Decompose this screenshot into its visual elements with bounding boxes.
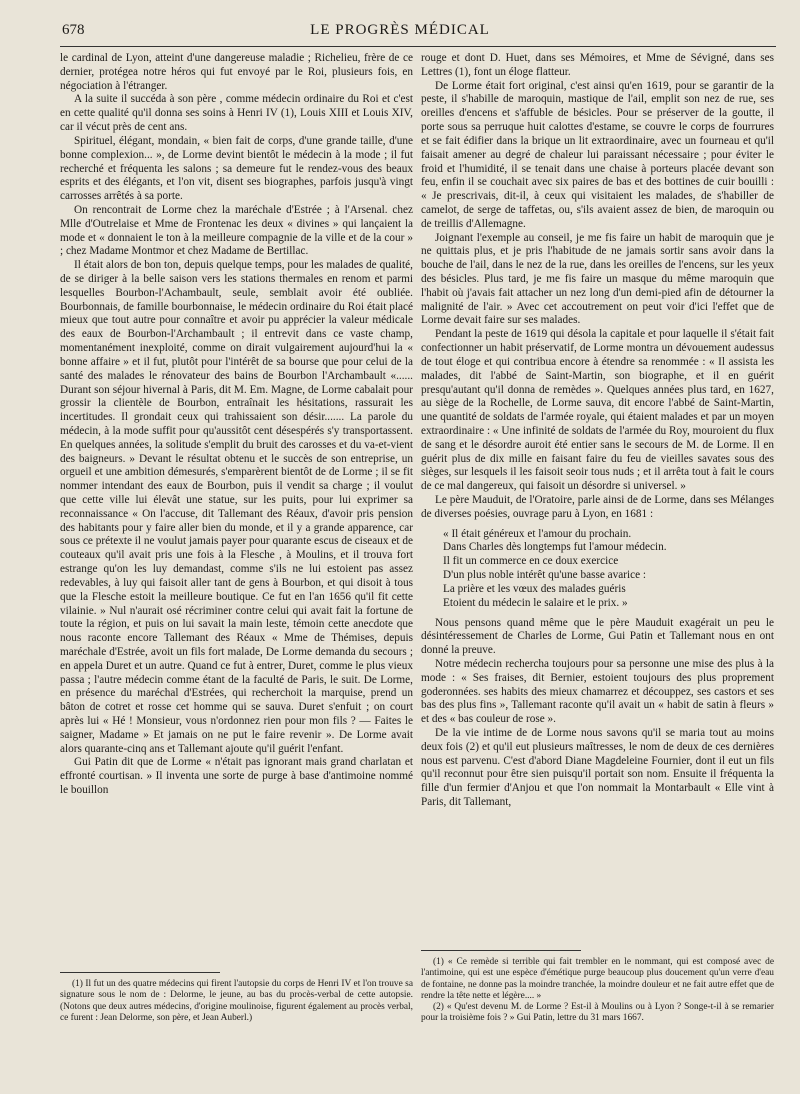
running-title: LE PROGRÈS MÉDICAL [310,22,490,38]
page-header [0,20,800,42]
footnote-rule [60,972,220,973]
footnotes-right [421,957,774,1025]
paragraph: Gui Patin dit que de Lorme « n'était pas ignorant mais grand charlatan et effronté courtisan. » Il inventa une sorte de purge à base d'antimoine nommé le bouillon [60,756,413,797]
page-number: 678 [62,22,85,38]
poem-line: La prière et les vœux des malades guéris [443,582,626,595]
paragraph: rouge et dont D. Huet, dans ses Mémoires, et Mme de Sévigné, dans ses Lettres (1), font un éloge flatteur. [421,52,774,78]
paragraph: De Lorme était fort original, c'est ainsi qu'en 1619, pour se garantir de la peste, il s'habille de maroquin, mastique de l'ail, emplit son nez de rue, ses oreilles d'encens et s'affuble de bésicles. Pour se préserver de la goutte, il porte sous sa perruque huit calottes d'estame, se couvre le corps de fourrures et se fait édifier dans la brique un lit extraordinaire, avec un fourneau et qu'il faisait amener au degré de chaleur lui paraissant nécessaire ; pour éviter le froid et l'humidité, il se tenait dans une chaise à porteurs placée devant son feu, enfin il se couchait avec six paires de bas et des bottines de cuir bouilli : « Je prescrivais, dit-il, à ceux qui visitaient les malades, de s'habiller de camelot, de serge de taffetas, ou, s'ils avaient assez de bien, de maroquin ou de treillis d'Allemagne. [421,79,774,230]
paragraph: Spirituel, élégant, mondain, « bien fait de corps, d'une grande taille, d'une bonne complexion... », de Lorme devint bientôt le médecin à la mode ; il fut recherché et fréquenta les salons ; sa demeure fut le rendez-vous des beaux esprits et des élégants, et l'on vit, disent ses biographes, parfois jusqu'à vingt carrosses arrêtés à sa porte. [60,134,413,203]
paragraph: Notre médecin rechercha toujours pour sa personne une mise des plus à la mode : « Ses fraises, dit Bernier, estoient toujours des plus proprement goderonnées. ses habits des mieux chamarrez et découppez, ses castors et ses bas des plus fins », Tallemant raconte qu'il avait un « habit de satin à fleurs » et des « bas couleur de rose ». [421,657,774,726]
paragraph: On rencontrait de Lorme chez la maréchale d'Estrée ; à l'Arsenal. chez Mlle d'Outrelaise et Mme de Frontenac les deux « divines » qui lançaient la mode et « donnaient le ton à la meilleure compagnie de la ville et de la cour » ; chez Madame Montmor et chez Madame de Bertillac. [60,203,413,258]
footnote: (2) « Qu'est devenu M. de Lorme ? Est-il à Moulins ou à Lyon ? Songe-t-il à se remarier pour la troisième fois ? » Gui Patin, lettre du 31 mars 1667. [421,1002,774,1024]
footnote: (1) « Ce remède si terrible qui fait trembler en le nommant, qui est composé avec de l'antimoine, qui est une espèce d'émétique purge beaucoup plus doucement qu'un verre d'eau de fontaine, ne donne pas la moindre tranchée, la moindre douleur et ne fait autre effet que de rendre la tête nette et légère.... » [421,957,774,1001]
poem-line: « Il était généreux et l'amour du prochain. [443,527,632,540]
right-column [421,52,774,810]
footnotes-left [60,979,413,1024]
poem-line: D'un plus noble intérêt qu'une basse avarice : [443,569,647,582]
footnote: (1) Il fut un des quatre médecins qui firent l'autopsie du corps de Henri IV et l'on trouve sa signature sous le nom de : Delorme, le jeune, au bas du procès-verbal de cette autopsie. (Notons que deux autres médecins, d'origine moulinoise, figurent également au procès verbal, ce furent : Jean Delorme, son père, et Jean Auberl.) [60,979,413,1023]
poem-line: Etoient du médecin le salaire et le prix. » [443,596,628,609]
poem-line: Il fit un commerce en ce doux exercice [443,555,619,568]
paragraph: Le père Mauduit, de l'Oratoire, parle ainsi de de Lorme, dans ses Mélanges de diverses poésies, ouvrage paru à Lyon, en 1681 : [421,494,774,520]
left-column [60,52,413,798]
poem-line: Dans Charles dès longtemps fut l'amour médecin. [443,541,667,554]
paragraph: De la vie intime de de Lorme nous savons qu'il se maria tout au moins deux fois (2) et qu'il eut plusieurs maîtresses, le nom de deux de ces dernières nous est parvenu. C'est d'abord Diane Magdeleine Fournier, dont il eut un fils qu'il reconnut pour être sien puisqu'il portait son nom. Ensuite il fréquenta la fille d'un fermier d'Anjou et que l'on nommait la Montarbault « Elle vint à Paris, dit Tallemant, [421,727,774,809]
paragraph: Il était alors de bon ton, depuis quelque temps, pour les malades de qualité, de se diriger à la belle saison vers les stations thermales en renom et parmi lesquelles Bourbon-l'Achambault, seule, semblait avoir été oubliée. Bourbonnais, de famille bourbonnaise, le médecin ordinaire du Roi était placé mieux que tout autre pour connaître et avoir pu apprécier la valeur médicale des eaux de Bourbon-l'Archambault ; il entrevit dans ce vaste champ, momentanément inexploité, comme on dirait vulgairement aujourd'hui la « bonne affaire » et il fut, plutôt pour l'intérêt de sa bourse que pour celui de la santé des malades le rénovateur des bains de Bourbon l'Archambault «...... Durant son séjour hivernal à Paris, dit M. Em. Magne, de Lorme cabalait pour grossir la clientèle de Bourbon, entraînait les hésitations, rassurait les incertitudes. Il grondait ceux qui trahissaient son désir....... La parole du médecin, à la mode suffit pour qu'aussitôt cent désespérés s'y transportassent. En quelques années, la solitude s'emplit du bruit des carosses et du va-et-vient des baigneurs. » Devant le résultat obtenu et le succès de son entreprise, un orgueil et une ambition démesurés, s'emparèrent bientôt de de Lorme ; il se fit nommer intendant des eaux de Bourbon, puis il vendit sa charge ; il voulut que cette ville lui élevât une statue, sur les puits, pour lui exprimer sa reconnaissance « On l'accuse, dit Tallemant des Réaux, d'avoir pris pension des habitants pour y faire aller bien du monde, et il y a grande apparence, car sous ce prétexte il ne voulut jamais payer pour quarante escus de ciseaux et de couteaux qu'il avait pris une fois à la Flesche , à Moulins, et il trouva fort estrange qu'on les luy demandast, comme s'ils ne lui estoient pas assez redevables, à luy qui faisoit aller tant de gens à Bourbon, et qui disoit à tous que la Flesche estoit la meilleure boutique. Ce fut en l'an 1656 qu'il fit cette vilainie. » Nul n'aurait osé récriminer contre celui qui avait fait la fortune de toute la région, et puis on lui savait la main leste, témoin cette anecdote que nous raconte encore Tallemant des Réaux « Mme de Thémises, depuis maréchale d'Estrée, avoit un fils fort malade, De Lorme demanda du secours ; en appela Duret et un autre. Quand ce fut à entrer, Duret, comme le plus vieux passa ; l'autre médecin comme étant de la faculté de Paris, le suit. De Lorme, en présence du maréchal d'Estrées, qui recherchoit la marquise, prend un bâton de cotret et rosse cet homme qui se sauva. Duret s'enfuit ; on court après lui « Hé ! Monsieur, vous n'ordonnez rien pour mon fils ? — Faites le saigner, Madame » Et jamais on ne put le faire revenir ». De Lorme avait alors quarante-cinq ans et Tallemant ajoute qu'il guérit l'enfant. [60,259,413,755]
footnote-rule [421,950,581,951]
paragraph: Nous pensons quand même que le père Mauduit exagérait un peu le désintéressement de Charles de Lorme, Gui Patin et Tallemant nous en ont donné la preuve. [421,616,774,657]
poem [421,528,774,611]
paragraph: Joignant l'exemple au conseil, je me fis faire un habit de maroquin que je ne quittais plus, et je pris l'habitude de ne jamais sortir sans avoir dans la bouche de l'ail, dans le nez de la rue, dans les oreilles de l'encens, sur les yeux des bésicles. Plus tard, je me fis faire un masque du même maroquin que l'habit où j'avais fait attacher un nez long d'un demi-pied afin de détourner la malignité de l'air. » Avec cet accoutrement on peut voir d'ici l'effet que de Lorme devait faire sur ses malades. [421,231,774,327]
paragraph: A la suite il succéda à son père , comme médecin ordinaire du Roi et c'est en cette qualité qu'il donna ses soins à Henri IV (1), Louis XIII et Louis XIV, car il vécut près de cent ans. [60,93,413,134]
paragraph: Pendant la peste de 1619 qui désola la capitale et pour laquelle il s'était fait confectionner un habit préservatif, de Lorme montra un dévouement audessus de tout éloge et qui contribua encore à étendre sa renommée : « Il assista les malades, dit l'abbé de Saint-Martin, son biographe, et il en guérit presqu'autant qu'il donna de remèdes ». Quelques années plus tard, en 1627, au siège de la Rochelle, de Lorme sauva, dit encore l'abbé de Saint-Martin, une quantité de soldats de l'armée royale, qui étaient malades et par un moyen extraordinaire : « Une infinité de soldats de l'armée du Roy, mouroient du flux de sang et le désordre auroit été entier sans le secours de M. de Lorme. Il en guérit plus de dix mille en faisant faire du feu de vieilles savates sous des sièges, sur lesquels il les faisoit seoir tous nuds ; et il arrêta tout à fait le cours de ce mal dangereux, qui faisoit un désordre si universel. » [421,328,774,493]
header-rule [60,46,776,47]
paragraph: le cardinal de Lyon, atteint d'une dangereuse maladie ; Richelieu, frère de ce dernier, protégea notre héros qui fut envoyé par le Roi, plusieurs fois, en négociation à l'étranger. [60,52,413,92]
